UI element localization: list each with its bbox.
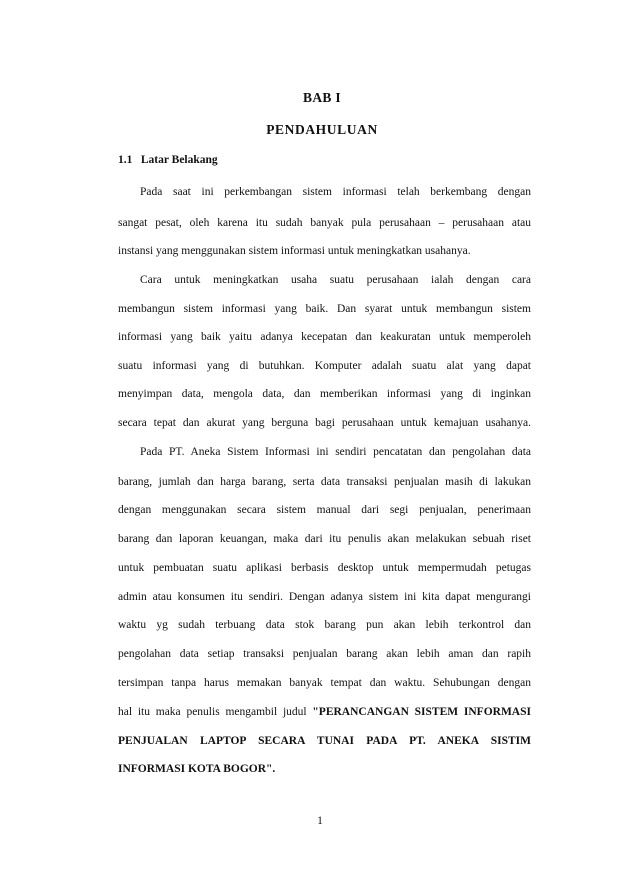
paragraph-line: barang dan laporan keuangan, maka dari itu penulis akan melakukan sebuah riset [118, 533, 531, 545]
thesis-title-line: INFORMASI KOTA BOGOR". [118, 763, 276, 775]
paragraph-line: instansi yang menggunakan sistem informasi untuk meningkatkan usahanya. [118, 245, 471, 257]
paragraph-line: Cara untuk meningkatkan usaha suatu perusahaan ialah dengan cara [140, 274, 531, 286]
paragraph-line: suatu informasi yang di butuhkan. Komputer adalah suatu alat yang dapat [118, 360, 531, 372]
paragraph-line: waktu yg sudah terbuang data stok barang pun akan lebih terkontrol dan [118, 619, 531, 631]
paragraph-line: pengolahan data setiap transaksi penjualan barang akan lebih aman dan rapih [118, 648, 531, 660]
thesis-title-text: "PERANCANGAN SISTEM INFORMASI [312, 706, 531, 718]
chapter-title: PENDAHULUAN [266, 122, 378, 137]
paragraph-line: menyimpan data, mengola data, dan memberikan informasi yang di inginkan [118, 388, 531, 400]
paragraph-line: membangun sistem informasi yang baik. Dan syarat untuk membangun sistem [118, 303, 531, 315]
paragraph-line: admin atau konsumen itu sendiri. Dengan adanya sistem ini kita dapat mengurangi [118, 591, 531, 603]
section-title: Latar Belakang [140, 154, 218, 166]
paragraph-line: untuk pembuatan suatu aplikasi berbasis desktop untuk mempermudah petugas [118, 562, 531, 574]
thesis-title-line: PENJUALAN LAPTOP SECARA TUNAI PADA PT. ANEKA SISTIM [118, 735, 531, 747]
paragraph-line [118, 705, 531, 719]
page-number: 1 [317, 815, 323, 827]
paragraph-text: hal itu maka penulis mengambil judul [118, 706, 313, 718]
paragraph-line: dengan menggunakan secara sistem manual dari segi penjualan, penerimaan [118, 504, 531, 516]
section-number: 1.1 [118, 154, 133, 166]
paragraph-line: barang, jumlah dan harga barang, serta data transaksi penjualan masih di lakukan [118, 476, 531, 488]
paragraph-line: secara tepat dan akurat yang berguna bagi perusahaan untuk kemajuan usahanya. [118, 417, 531, 429]
paragraph-line: Pada PT. Aneka Sistem Informasi ini sendiri pencatatan dan pengolahan data [140, 446, 531, 458]
paragraph-line: Pada saat ini perkembangan sistem informasi telah berkembang dengan [140, 186, 531, 198]
paragraph-line: tersimpan tanpa harus memakan banyak tempat dan waktu. Sehubungan dengan [118, 677, 531, 689]
paragraph-line: informasi yang baik yaitu adanya kecepatan dan keakuratan untuk memperoleh [118, 331, 531, 343]
chapter-label: BAB I [303, 90, 341, 105]
paragraph-line: sangat pesat, oleh karena itu sudah banyak pula perusahaan – perusahaan atau [118, 217, 531, 229]
section-heading [118, 154, 218, 166]
